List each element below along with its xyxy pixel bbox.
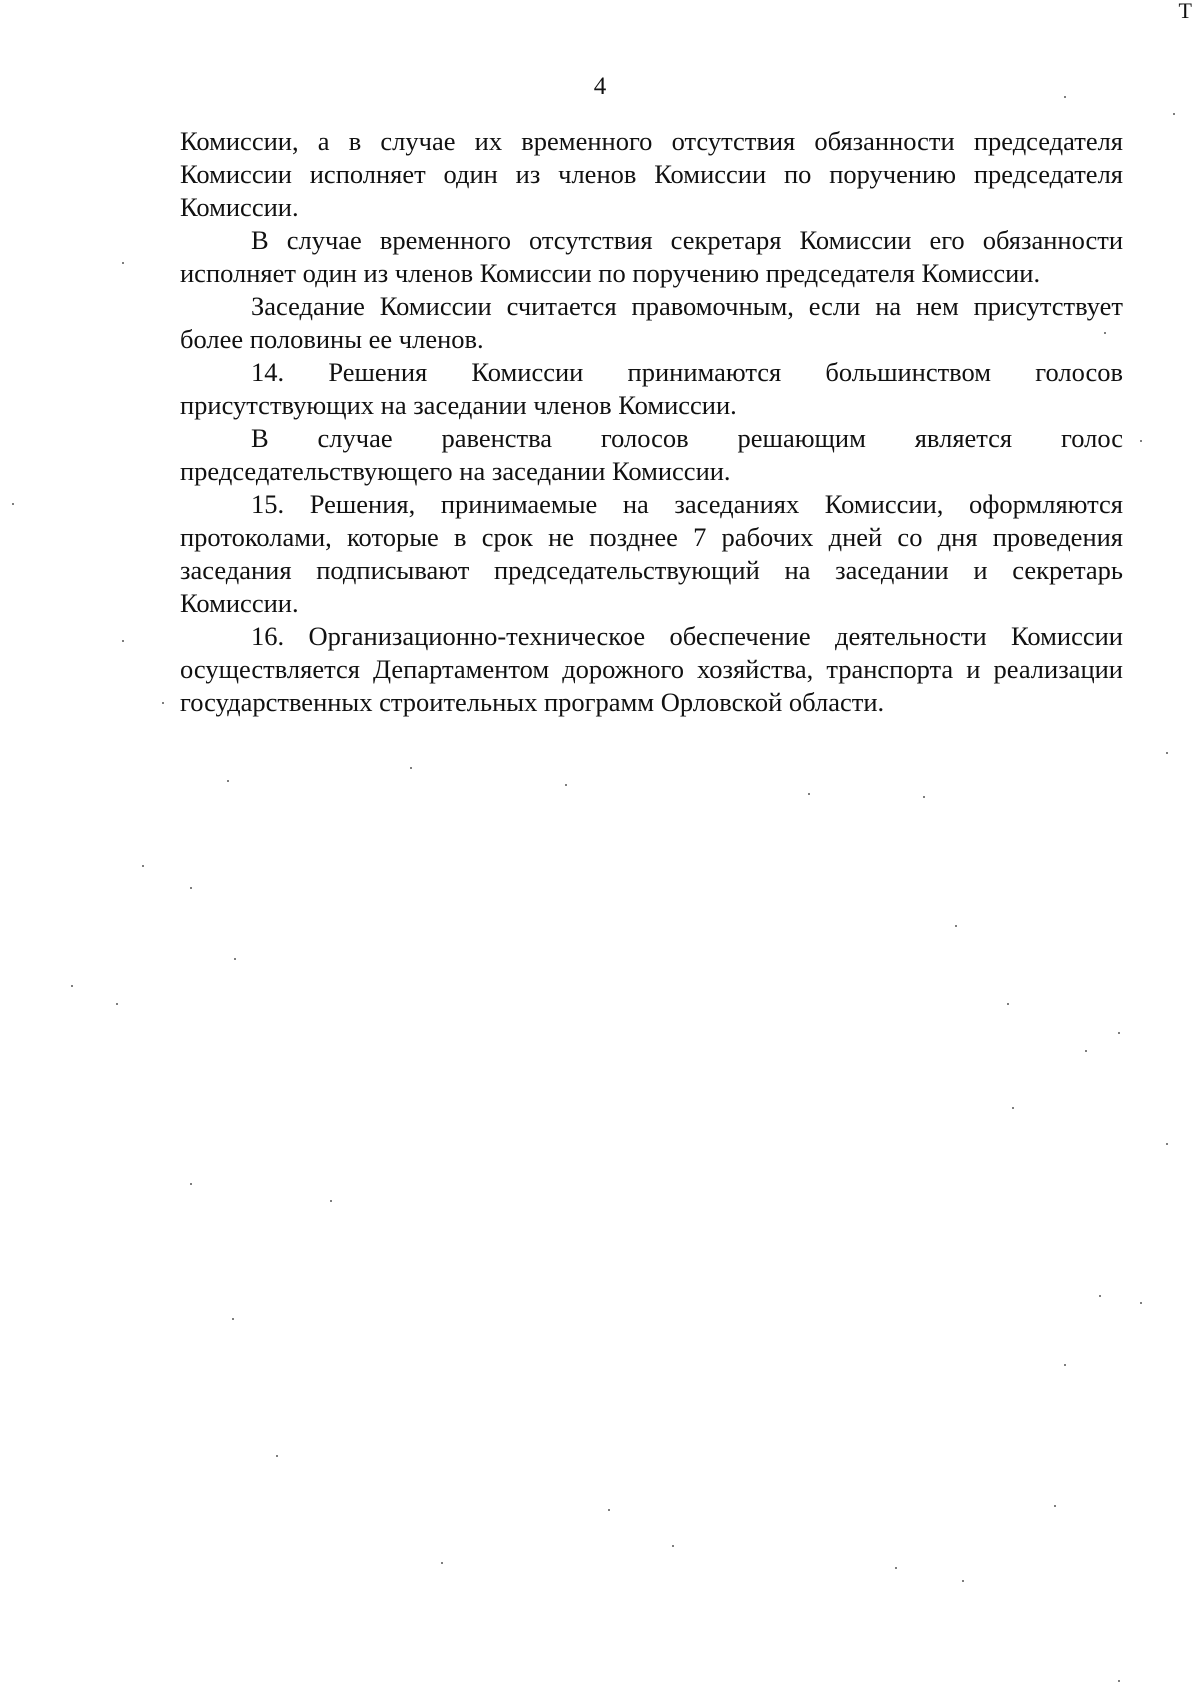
paragraph-secretary-absence: В случае временного отсутствия секретаря Комиссии его обязанности исполняет один из членов Комиссии по поручению председателя Комиссии. (180, 225, 1123, 288)
paragraph-16-support: 16. Организационно-техническое обеспечение деятельности Комиссии осуществляется Департаментом дорожного хозяйства, транспорта и реализации государственных строительных программ Орловской области. (180, 621, 1123, 717)
paragraph-continuation: Комиссии, а в случае их временного отсутствия обязанности председателя Комиссии исполняет один из членов Комиссии по поручению председателя Комиссии. (180, 126, 1123, 222)
paragraph-tie-vote: В случае равенства голосов решающим является голос председательствующего на заседании Комиссии. (180, 423, 1123, 486)
paragraph-14-decisions: 14. Решения Комиссии принимаются большинством голосов присутствующих на заседании членов Комиссии. (180, 357, 1123, 420)
page-number: 4 (593, 73, 607, 100)
document-body (180, 125, 1123, 719)
paragraph-15-protocols: 15. Решения, принимаемые на заседаниях Комиссии, оформляются протоколами, которые в срок не позднее 7 рабочих дней со дня проведения заседания подписывают председательствующий на заседании и секретарь Комиссии. (180, 489, 1123, 618)
paragraph-quorum: Заседание Комиссии считается правомочным, если на нем присутствует более половины ее членов. (180, 291, 1123, 354)
corner-mark: Т (1178, 0, 1192, 23)
